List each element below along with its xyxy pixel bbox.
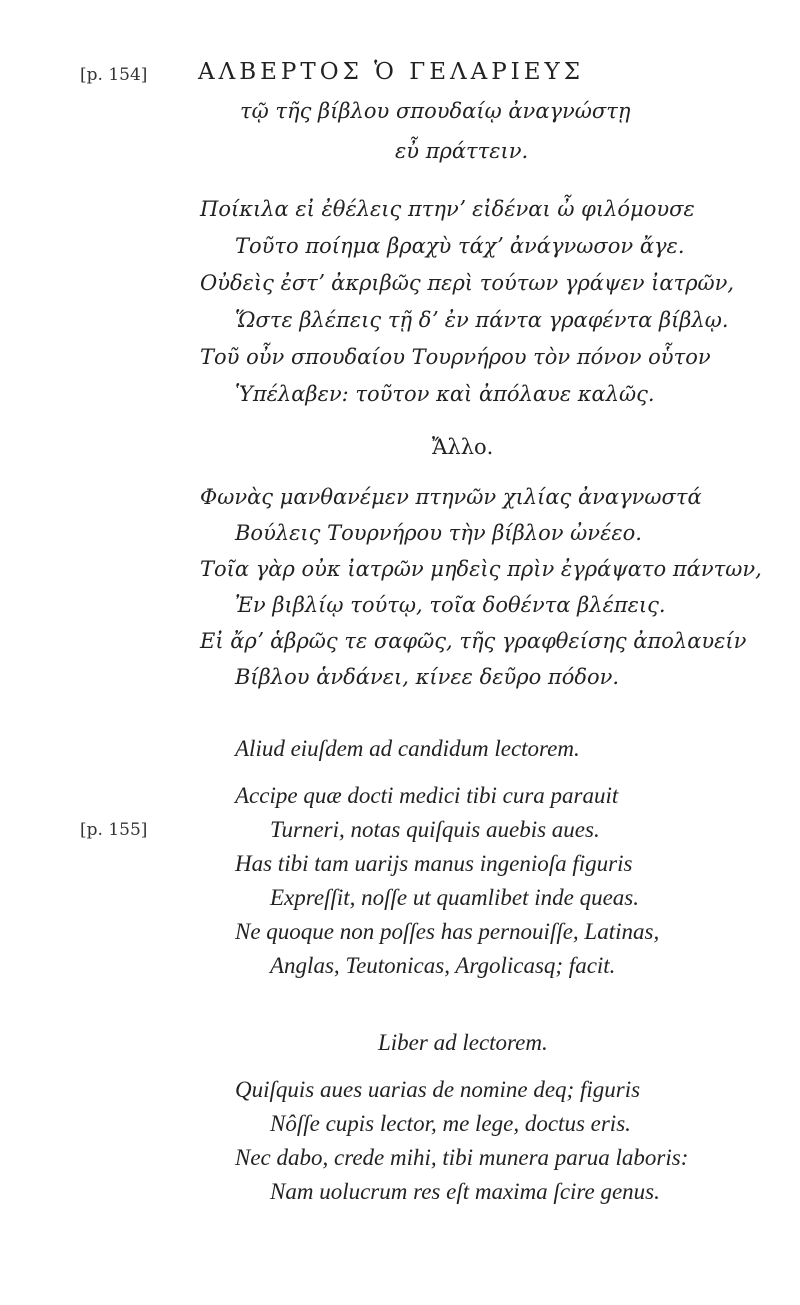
verse-line: Φωνὰς μανθανέμεν πτηνῶν χιλίας ἀναγνωστά <box>200 485 702 509</box>
verse-line: Ὑπέλαβεν: τοῦτον καὶ ἀπόλαυε καλῶς. <box>235 382 655 406</box>
verse-line: Ne quoque non poſſes has pernouiſſe, Latinas, <box>235 919 660 944</box>
verse-line: Nôſſe cupis lector, me lege, doctus eris. <box>270 1111 631 1136</box>
verse-line: Τοῦ οὖν σπουδαίου Τουρνήρου τὸν πόνον οὗτον <box>200 345 711 369</box>
verse-line: Nam uolucrum res eſt maxima ſcire genus. <box>270 1179 660 1204</box>
intro-line: τῷ τῆς βίβλου σπουδαίῳ ἀναγνώστῃ <box>240 99 631 123</box>
intro-line: εὖ πράττειν. <box>395 139 529 163</box>
page-number-note: [p. 154] <box>80 65 148 85</box>
verse-line: Ἐν βιβλίῳ τούτῳ, τοῖα δοθέντα βλέπεις. <box>235 593 666 617</box>
verse-line: Τοῦτο ποίημα βραχὺ τάχʼ ἀνάγνωσον ἄγε. <box>235 234 685 258</box>
verse-line: Εἰ ἄρʼ ἁβρῶς τε σαφῶς, τῆς γραφθείσης ἀπολαυείν <box>200 629 747 653</box>
section-heading: Aliud eiuſdem ad candidum lectorem. <box>235 736 580 761</box>
verse-line: Expreſſit, noſſe ut quamlibet inde queas. <box>270 885 639 910</box>
running-header: ΑΛΒΕΡΤΟΣ Ὁ ΓΕΛΑΡΙΕΥΣ <box>198 59 584 85</box>
verse-line: Turneri, notas quiſquis auebis aues. <box>270 817 600 842</box>
verse-line: Anglas, Teutonicas, Argolicasq; facit. <box>270 953 616 978</box>
page-number-note: [p. 155] <box>80 820 148 840</box>
verse-line: Οὐδεὶς ἐστʼ ἀκριβῶς περὶ τούτων γράψεν ἰατρῶν, <box>200 271 735 295</box>
verse-line: Βούλεις Τουρνήρου τὴν βίβλον ὠνέεο. <box>235 521 642 545</box>
verse-line: Has tibi tam uarijs manus ingenioſa figuris <box>235 851 633 876</box>
verse-line: Βίβλου ἁνδάνει, κίνεε δεῦρο πόδον. <box>235 665 620 689</box>
section-heading: Ἄλλο. <box>432 435 494 459</box>
verse-line: Ὥστε βλέπεις τῇ δʼ ἐν πάντα γραφέντα βίβλῳ. <box>235 308 729 332</box>
verse-line: Accipe quæ docti medici tibi cura parauit <box>235 783 619 808</box>
section-heading: Liber ad lectorem. <box>378 1030 548 1055</box>
verse-line: Ποίκιλα εἰ ἐθέλεις πτηνʼ εἰδέναι ὦ φιλόμουσε <box>200 197 695 221</box>
verse-line: Nec dabo, crede mihi, tibi munera parua laboris: <box>235 1145 689 1170</box>
verse-line: Quiſquis aues uarias de nomine deq; figuris <box>235 1077 641 1102</box>
verse-line: Τοῖα γὰρ οὐκ ἰατρῶν μηδεὶς πρὶν ἐγράψατο πάντων, <box>200 557 762 581</box>
